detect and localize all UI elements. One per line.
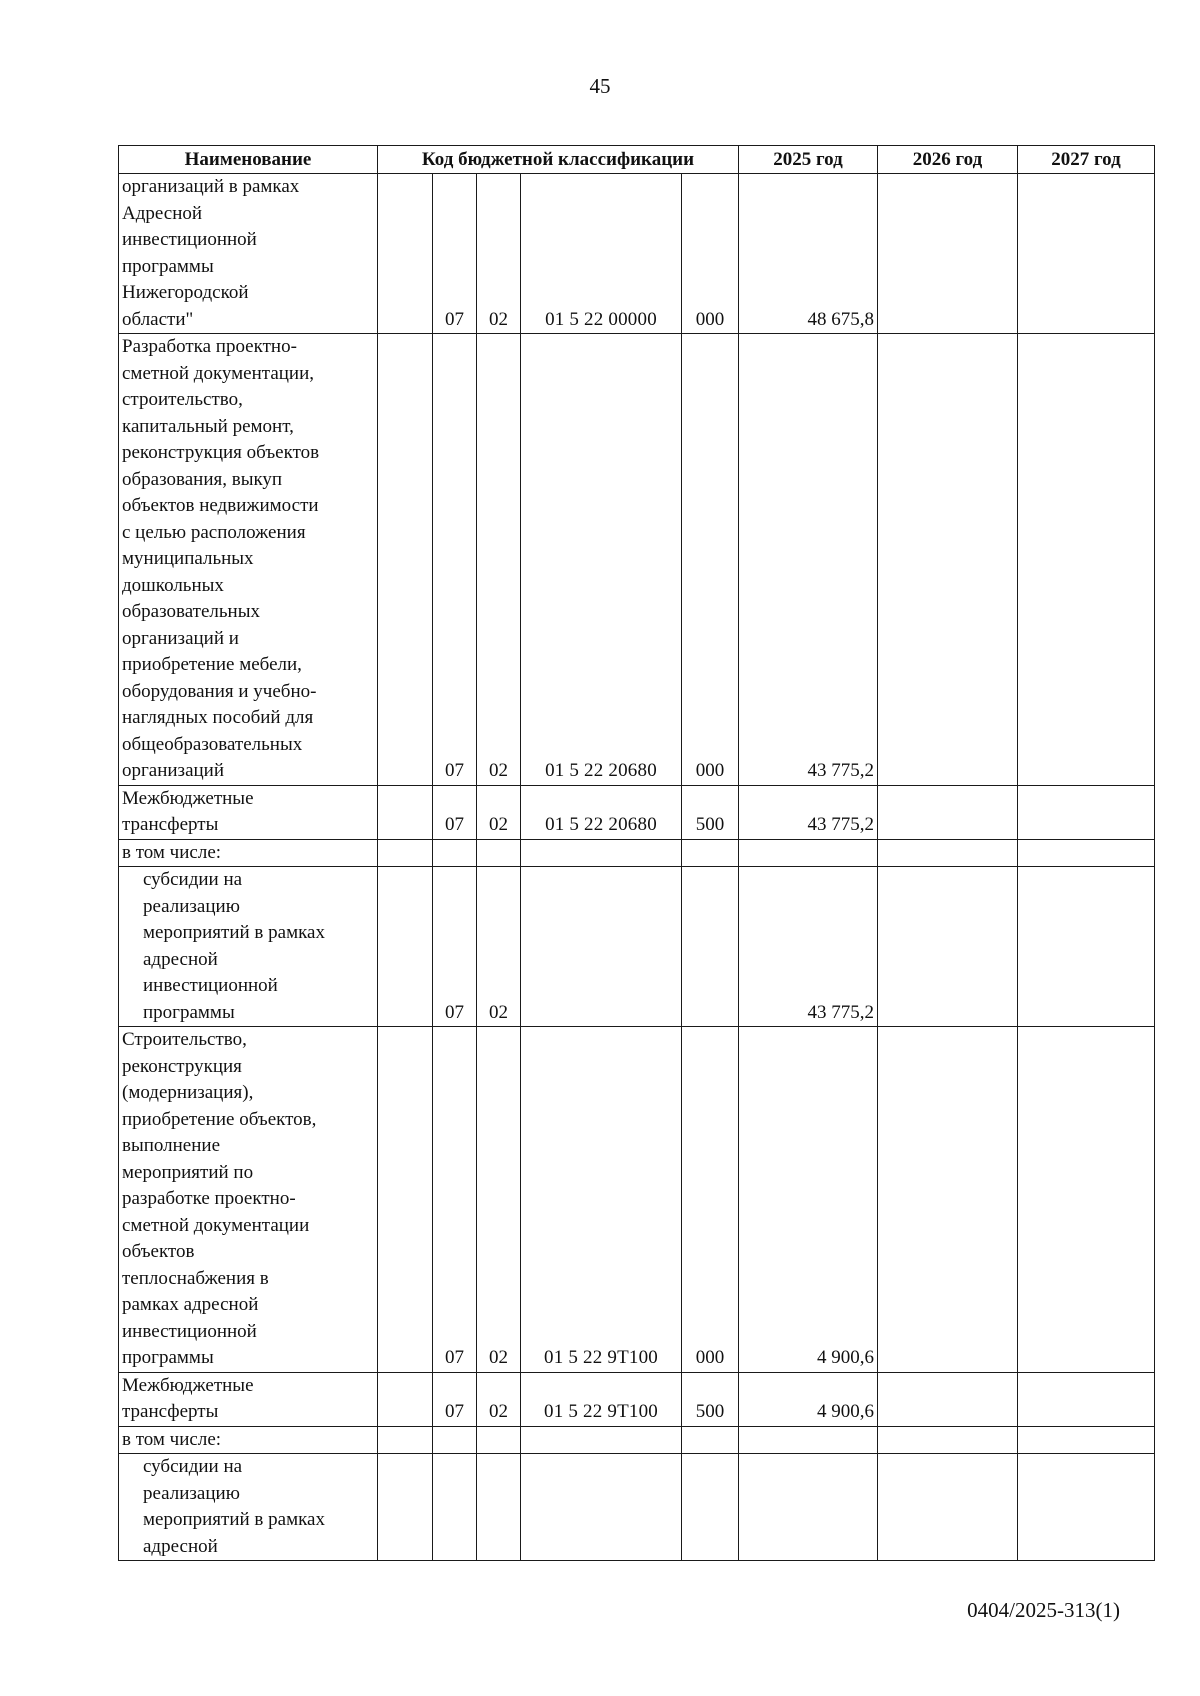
code-expense-type: 000: [682, 1027, 739, 1373]
code-expense-type: [682, 839, 739, 867]
amount-2026: [878, 334, 1018, 786]
code-subsection: 02: [477, 867, 521, 1027]
code-blank-cell: [378, 1372, 433, 1426]
code-section: [433, 1454, 477, 1561]
code-section: 07: [433, 174, 477, 334]
code-target-article: 01 5 22 9Т100: [521, 1372, 682, 1426]
row-name: Разработка проектно- сметной документации, строительство, капитальный ремонт, реконструкция объектов образования, выкуп объектов недвижимости с целью расположения муниципальных дошкольных образовательных организаций и приобретение мебели, оборудования и учебно- наглядных пособий для общеобразовательных организаций: [119, 334, 378, 786]
code-subsection: 02: [477, 1027, 521, 1373]
amount-2026: [878, 1372, 1018, 1426]
code-blank-cell: [378, 174, 433, 334]
amount-2025: 43 775,2: [739, 785, 878, 839]
header-2027: 2027 год: [1018, 146, 1155, 174]
code-section: [433, 839, 477, 867]
amount-2027: [1018, 1454, 1155, 1561]
code-expense-type: 500: [682, 1372, 739, 1426]
amount-2027: [1018, 334, 1155, 786]
code-target-article: 01 5 22 20680: [521, 334, 682, 786]
amount-2025: 4 900,6: [739, 1027, 878, 1373]
code-section: 07: [433, 1372, 477, 1426]
amount-2027: [1018, 1372, 1155, 1426]
code-target-article: 01 5 22 00000: [521, 174, 682, 334]
code-subsection: [477, 1426, 521, 1454]
code-section: 07: [433, 785, 477, 839]
amount-2025: [739, 839, 878, 867]
code-target-article: 01 5 22 20680: [521, 785, 682, 839]
code-blank-cell: [378, 1454, 433, 1561]
code-blank-cell: [378, 839, 433, 867]
code-subsection: 02: [477, 1372, 521, 1426]
row-name: в том числе:: [119, 839, 378, 867]
table-row: [119, 1372, 1155, 1426]
row-name: Межбюджетные трансферты: [119, 1372, 378, 1426]
code-expense-type: 500: [682, 785, 739, 839]
amount-2026: [878, 785, 1018, 839]
code-expense-type: [682, 867, 739, 1027]
amount-2027: [1018, 839, 1155, 867]
code-expense-type: [682, 1426, 739, 1454]
header-2026: 2026 год: [878, 146, 1018, 174]
amount-2026: [878, 1454, 1018, 1561]
amount-2025: 4 900,6: [739, 1372, 878, 1426]
amount-2027: [1018, 1027, 1155, 1373]
table-row: [119, 1454, 1155, 1561]
table-row: [119, 785, 1155, 839]
table-row: [119, 1027, 1155, 1373]
page-number: 45: [589, 74, 611, 98]
code-blank-cell: [378, 334, 433, 786]
table-row: [119, 1426, 1155, 1454]
row-name: Межбюджетные трансферты: [119, 785, 378, 839]
table-row: [119, 839, 1155, 867]
code-expense-type: [682, 1454, 739, 1561]
code-target-article: [521, 867, 682, 1027]
code-blank-cell: [378, 1426, 433, 1454]
code-subsection: 02: [477, 334, 521, 786]
code-blank-cell: [378, 785, 433, 839]
amount-2026: [878, 839, 1018, 867]
document-code: 0404/2025-313(1): [967, 1598, 1120, 1622]
code-subsection: 02: [477, 785, 521, 839]
header-row: [119, 146, 1155, 174]
code-target-article: 01 5 22 9Т100: [521, 1027, 682, 1373]
code-blank-cell: [378, 867, 433, 1027]
code-target-article: [521, 839, 682, 867]
code-target-article: [521, 1426, 682, 1454]
amount-2027: [1018, 174, 1155, 334]
row-name: субсидии на реализацию мероприятий в рамках адресной инвестиционной программы: [119, 867, 378, 1027]
code-target-article: [521, 1454, 682, 1561]
amount-2027: [1018, 867, 1155, 1027]
code-section: 07: [433, 1027, 477, 1373]
code-expense-type: 000: [682, 334, 739, 786]
amount-2027: [1018, 1426, 1155, 1454]
code-section: 07: [433, 867, 477, 1027]
header-name: Наименование: [119, 146, 378, 174]
table-row: [119, 867, 1155, 1027]
code-blank-cell: [378, 1027, 433, 1373]
row-name: Строительство, реконструкция (модернизация), приобретение объектов, выполнение мероприятий по разработке проектно- сметной документации объектов теплоснабжения в рамках адресной инвестиционной программы: [119, 1027, 378, 1373]
code-section: [433, 1426, 477, 1454]
amount-2027: [1018, 785, 1155, 839]
row-name: организаций в рамках Адресной инвестиционной программы Нижегородской области": [119, 174, 378, 334]
amount-2026: [878, 867, 1018, 1027]
amount-2025: 48 675,8: [739, 174, 878, 334]
amount-2025: 43 775,2: [739, 334, 878, 786]
header-2025: 2025 год: [739, 146, 878, 174]
amount-2025: [739, 1454, 878, 1561]
code-subsection: [477, 1454, 521, 1561]
header-code: Код бюджетной классификации: [378, 146, 739, 174]
table-row: [119, 174, 1155, 334]
code-subsection: [477, 839, 521, 867]
row-name: субсидии на реализацию мероприятий в рамках адресной: [119, 1454, 378, 1561]
code-section: 07: [433, 334, 477, 786]
amount-2026: [878, 174, 1018, 334]
amount-2025: 43 775,2: [739, 867, 878, 1027]
code-expense-type: 000: [682, 174, 739, 334]
row-name: в том числе:: [119, 1426, 378, 1454]
budget-table: [118, 145, 1155, 1561]
amount-2025: [739, 1426, 878, 1454]
code-subsection: 02: [477, 174, 521, 334]
amount-2026: [878, 1426, 1018, 1454]
amount-2026: [878, 1027, 1018, 1373]
table-row: [119, 334, 1155, 786]
